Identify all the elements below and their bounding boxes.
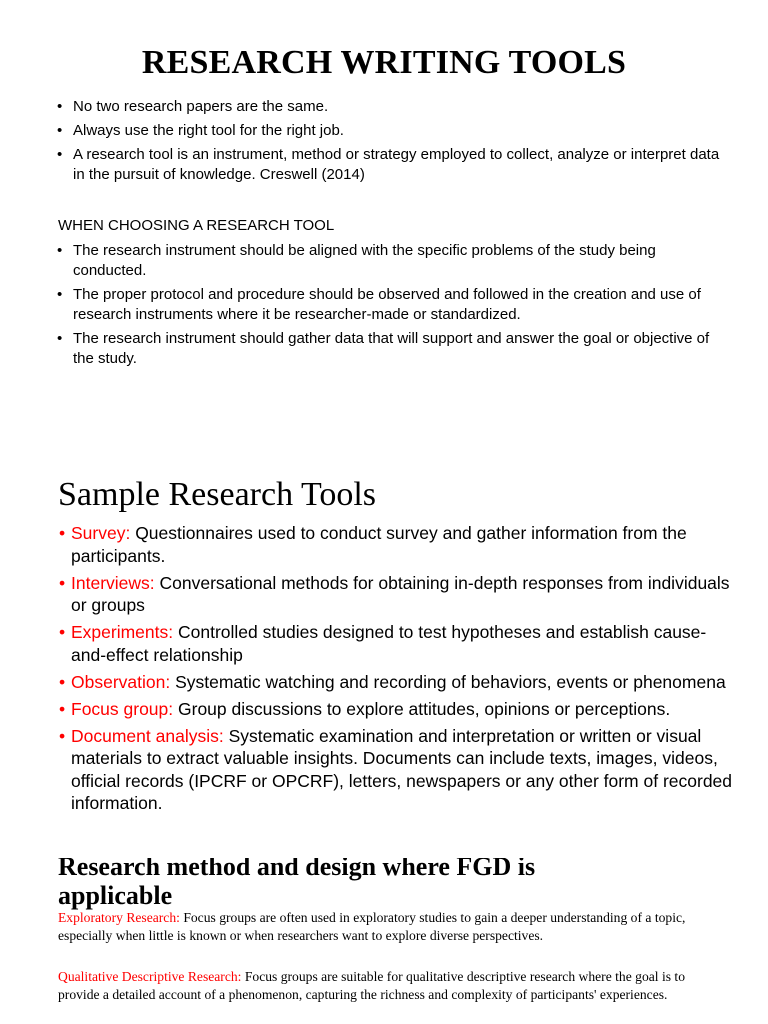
page-title: RESEARCH WRITING TOOLS <box>141 44 627 81</box>
list-item: • Always use the right tool for the right job. <box>0 121 768 141</box>
tool-description: Controlled studies designed to test hypotheses and establish cause-and-effect relationship <box>71 622 707 665</box>
paragraph-text: Focus groups are often used in exploratory studies to gain a deeper understanding of a topic, especially when little is known or when researchers want to explore diverse perspectives. <box>58 910 686 943</box>
tool-description: Questionnaires used to conduct survey and gather information from the participants. <box>71 523 687 566</box>
tool-term: Document analysis: <box>71 725 224 746</box>
tool-term: Experiments: <box>71 622 174 643</box>
tool-term: Focus group: <box>71 698 174 719</box>
intro-bullet-list <box>0 97 768 189</box>
tools-bullet-list <box>0 522 768 820</box>
list-item: • A research tool is an instrument, method or strategy employed to collect, analyze or interpret data in the pursuit of knowledge. Creswell (2014) <box>0 145 768 185</box>
tool-description: Systematic watching and recording of behaviors, events or phenomena <box>170 671 726 692</box>
tool-item-interviews <box>0 572 768 617</box>
list-item: • No two research papers are the same. <box>0 97 768 117</box>
list-item: • The research instrument should gather data that will support and answer the goal or objective of the study. <box>0 329 768 369</box>
section-subheading: WHEN CHOOSING A RESEARCH TOOL <box>58 217 335 234</box>
paragraph-term: Qualitative Descriptive Research: <box>58 969 242 984</box>
fgd-heading: Research method and design where FGD is applicable <box>58 858 536 910</box>
tool-item-document-analysis <box>0 725 768 815</box>
paragraph-text: Focus groups are suitable for qualitative descriptive research where the goal is to provide a detailed account of a phenomenon, capturing the richness and complexity of participants' experiences. <box>58 969 685 1002</box>
tool-description: Conversational methods for obtaining in-depth responses from individuals or groups <box>71 572 730 616</box>
qualitative-paragraph <box>58 968 718 1003</box>
tool-item-experiments <box>0 621 768 666</box>
choosing-bullet-list <box>0 241 768 373</box>
tool-term: Observation: <box>71 671 171 692</box>
tool-term: Survey: <box>71 523 131 543</box>
tool-item-focus-group <box>0 698 768 721</box>
tool-term: Interviews: <box>71 572 155 593</box>
tool-description: Systematic examination and interpretation or written or visual materials to extract valuable insights. Documents can include texts, images, videos, official records (IPCRF or OPCRF), letters, newspapers or any other form of recorded information. <box>71 725 733 814</box>
sample-tools-heading: Sample Research Tools <box>58 476 377 513</box>
tool-description: Group discussions to explore attitudes, opinions or perceptions. <box>173 698 671 719</box>
list-item: • The proper protocol and procedure should be observed and followed in the creation and use of research instruments where it be researcher-made or standardized. <box>0 285 768 325</box>
list-item: • The research instrument should be aligned with the specific problems of the study being conducted. <box>0 241 768 281</box>
tool-item-survey <box>0 522 768 567</box>
paragraph-term: Exploratory Research: <box>58 910 180 925</box>
tool-item-observation <box>0 671 768 694</box>
exploratory-paragraph <box>58 909 718 944</box>
